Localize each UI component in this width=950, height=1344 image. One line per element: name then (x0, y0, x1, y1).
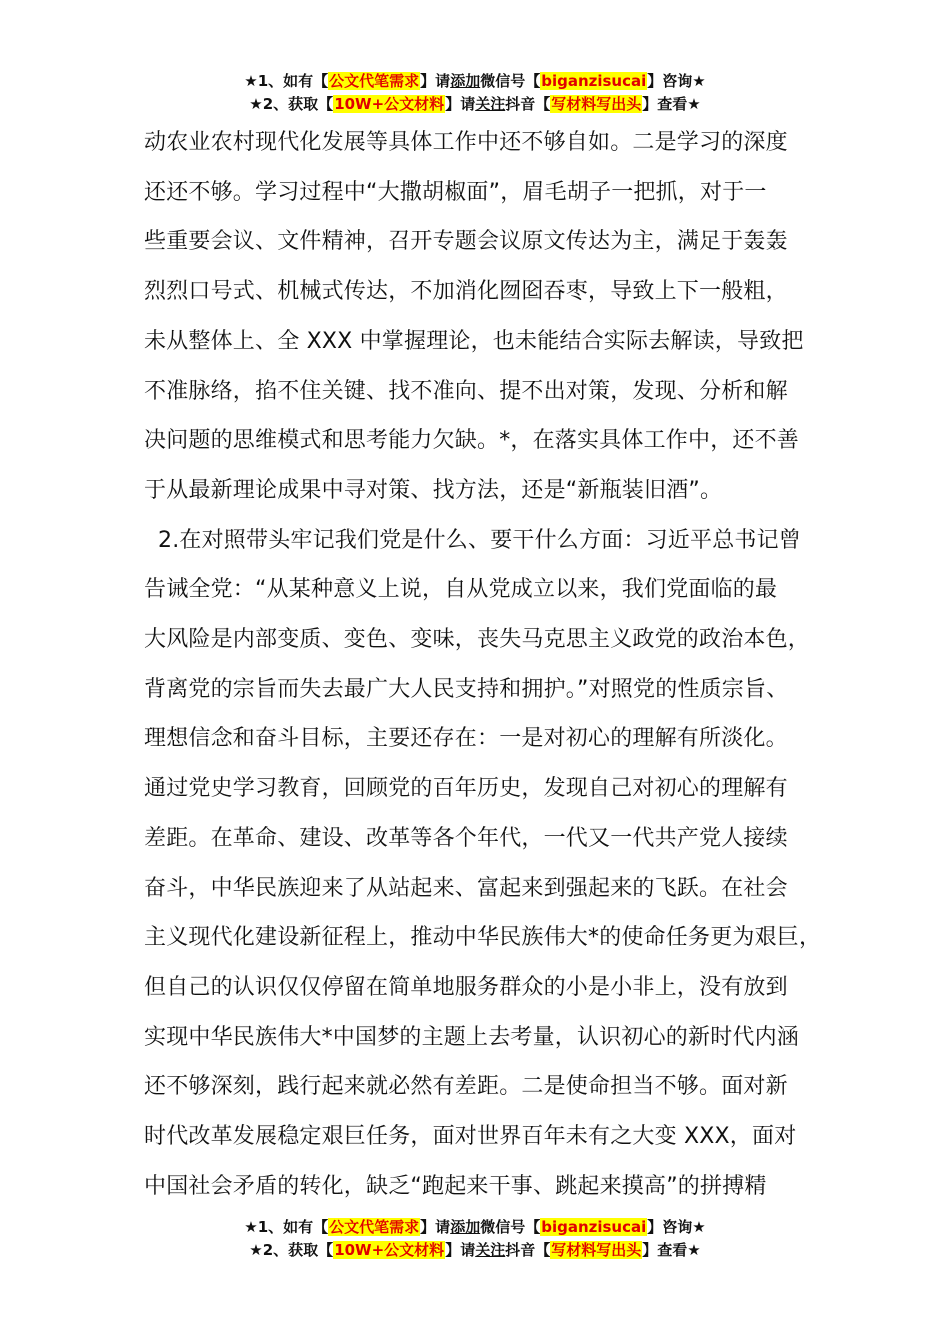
body-line: 于从最新理论成果中寻对策、找方法，还是“新瓶装旧酒”。 (144, 477, 723, 503)
highlight-wechat-id: biganzisucai (541, 72, 647, 90)
banner-line-1 (0, 1216, 950, 1239)
body-line: 还不够深刻，践行起来就必然有差距。二是使命担当不够。面对新 (144, 1074, 788, 1100)
highlight-service: 公文代笔需求 (329, 72, 420, 90)
body-line: 烈烈口号式、机械式传达，不加消化囫囵吞枣，导致上下一般粗， (144, 279, 788, 305)
body-line: 主义现代化建设新征程上，推动中华民族伟大*的使命任务更为艰巨， (144, 925, 822, 951)
banner-text: ★1、如有【 (244, 72, 329, 90)
body-line: 中国社会矛盾的转化，缺乏“跑起来干事、跳起来摸高”的拼搏精 (144, 1173, 767, 1199)
body-line: 不准脉络，掐不住关键、找不准向、提不出对策，发现、分析和解 (144, 378, 788, 404)
underlined-word: 添加 (450, 72, 481, 90)
body-line: 动农业农村现代化发展等具体工作中还不够自如。二是学习的深度 (144, 130, 788, 155)
highlight-wechat-id: biganzisucai (541, 1218, 647, 1236)
body-line: 告诫全党：“从某种意义上说，自从党成立以来，我们党面临的最 (144, 577, 778, 603)
banner-text: 抖音【 (505, 1241, 551, 1259)
highlight-materials: 10W+公文材料 (334, 95, 445, 113)
banner-text: 】请 (445, 1241, 476, 1259)
body-line: 差距。在革命、建设、改革等各个年代，一代又一代共产党人接续 (144, 825, 788, 851)
underlined-word: 添加 (450, 1218, 481, 1236)
body-line: 时代改革发展稳定艰巨任务，面对世界百年未有之大变 XXX，面对 (144, 1124, 797, 1150)
banner-text: 抖音【 (505, 95, 551, 113)
body-line: 但自己的认识仅仅停留在简单地服务群众的小是小非上，没有放到 (144, 974, 788, 1000)
body-line: 未从整体上、全 XXX 中掌握理论，也未能结合实际去解读，导致把 (144, 328, 804, 354)
body-line: 实现中华民族伟大*中国梦的主题上去考量，认识初心的新时代内涵 (144, 1024, 800, 1050)
banner-line-1 (0, 70, 950, 93)
body-line: 理想信念和奋斗目标，主要还存在：一是对初心的理解有所淡化。 (144, 726, 788, 752)
body-line: 通过党史学习教育，回顾党的百年历史，发现自己对初心的理解有 (144, 776, 788, 802)
banner-text: ★1、如有【 (244, 1218, 329, 1236)
footer-banner (0, 1216, 950, 1262)
body-line: 大风险是内部变质、变色、变味，丧失马克思主义政党的政治本色， (144, 627, 811, 653)
banner-text: 】请 (420, 72, 451, 90)
banner-line-2 (0, 1239, 950, 1262)
banner-text: 微信号【 (480, 1218, 541, 1236)
highlight-douyin-account: 写材料写出头 (551, 1241, 642, 1259)
highlight-douyin-account: 写材料写出头 (551, 95, 642, 113)
banner-text: 】请 (420, 1218, 451, 1236)
banner-text: ★2、获取【 (249, 95, 334, 113)
header-banner (0, 70, 950, 116)
highlight-materials: 10W+公文材料 (334, 1241, 445, 1259)
highlight-service: 公文代笔需求 (329, 1218, 420, 1236)
document-body (144, 118, 824, 1211)
banner-text: 微信号【 (480, 72, 541, 90)
banner-text: 】请 (445, 95, 476, 113)
banner-text: 】查看★ (642, 1241, 701, 1259)
underlined-word: 关注 (475, 1241, 506, 1259)
body-line: 决问题的思维模式和思考能力欠缺。*，在落实具体工作中，还不善 (144, 428, 800, 454)
underlined-word: 关注 (475, 95, 506, 113)
banner-text: 】查看★ (642, 95, 701, 113)
banner-text: 】咨询★ (647, 72, 706, 90)
banner-text: ★2、获取【 (249, 1241, 334, 1259)
body-line: 些重要会议、文件精神，召开专题会议原文传达为主，满足于轰轰 (144, 229, 788, 255)
banner-text: 】咨询★ (647, 1218, 706, 1236)
section-heading-line: 2.在对照带头牢记我们党是什么、要干什么方面：习近平总书记曾 (158, 527, 801, 553)
banner-line-2 (0, 93, 950, 116)
body-line: 背离党的宗旨而失去最广大人民支持和拥护。”对照党的性质宗旨、 (144, 676, 789, 702)
body-line: 还还不够。学习过程中“大撒胡椒面”，眉毛胡子一把抓，对于一 (144, 179, 767, 205)
body-line: 奋斗，中华民族迎来了从站起来、富起来到强起来的飞跃。在社会 (144, 875, 788, 901)
